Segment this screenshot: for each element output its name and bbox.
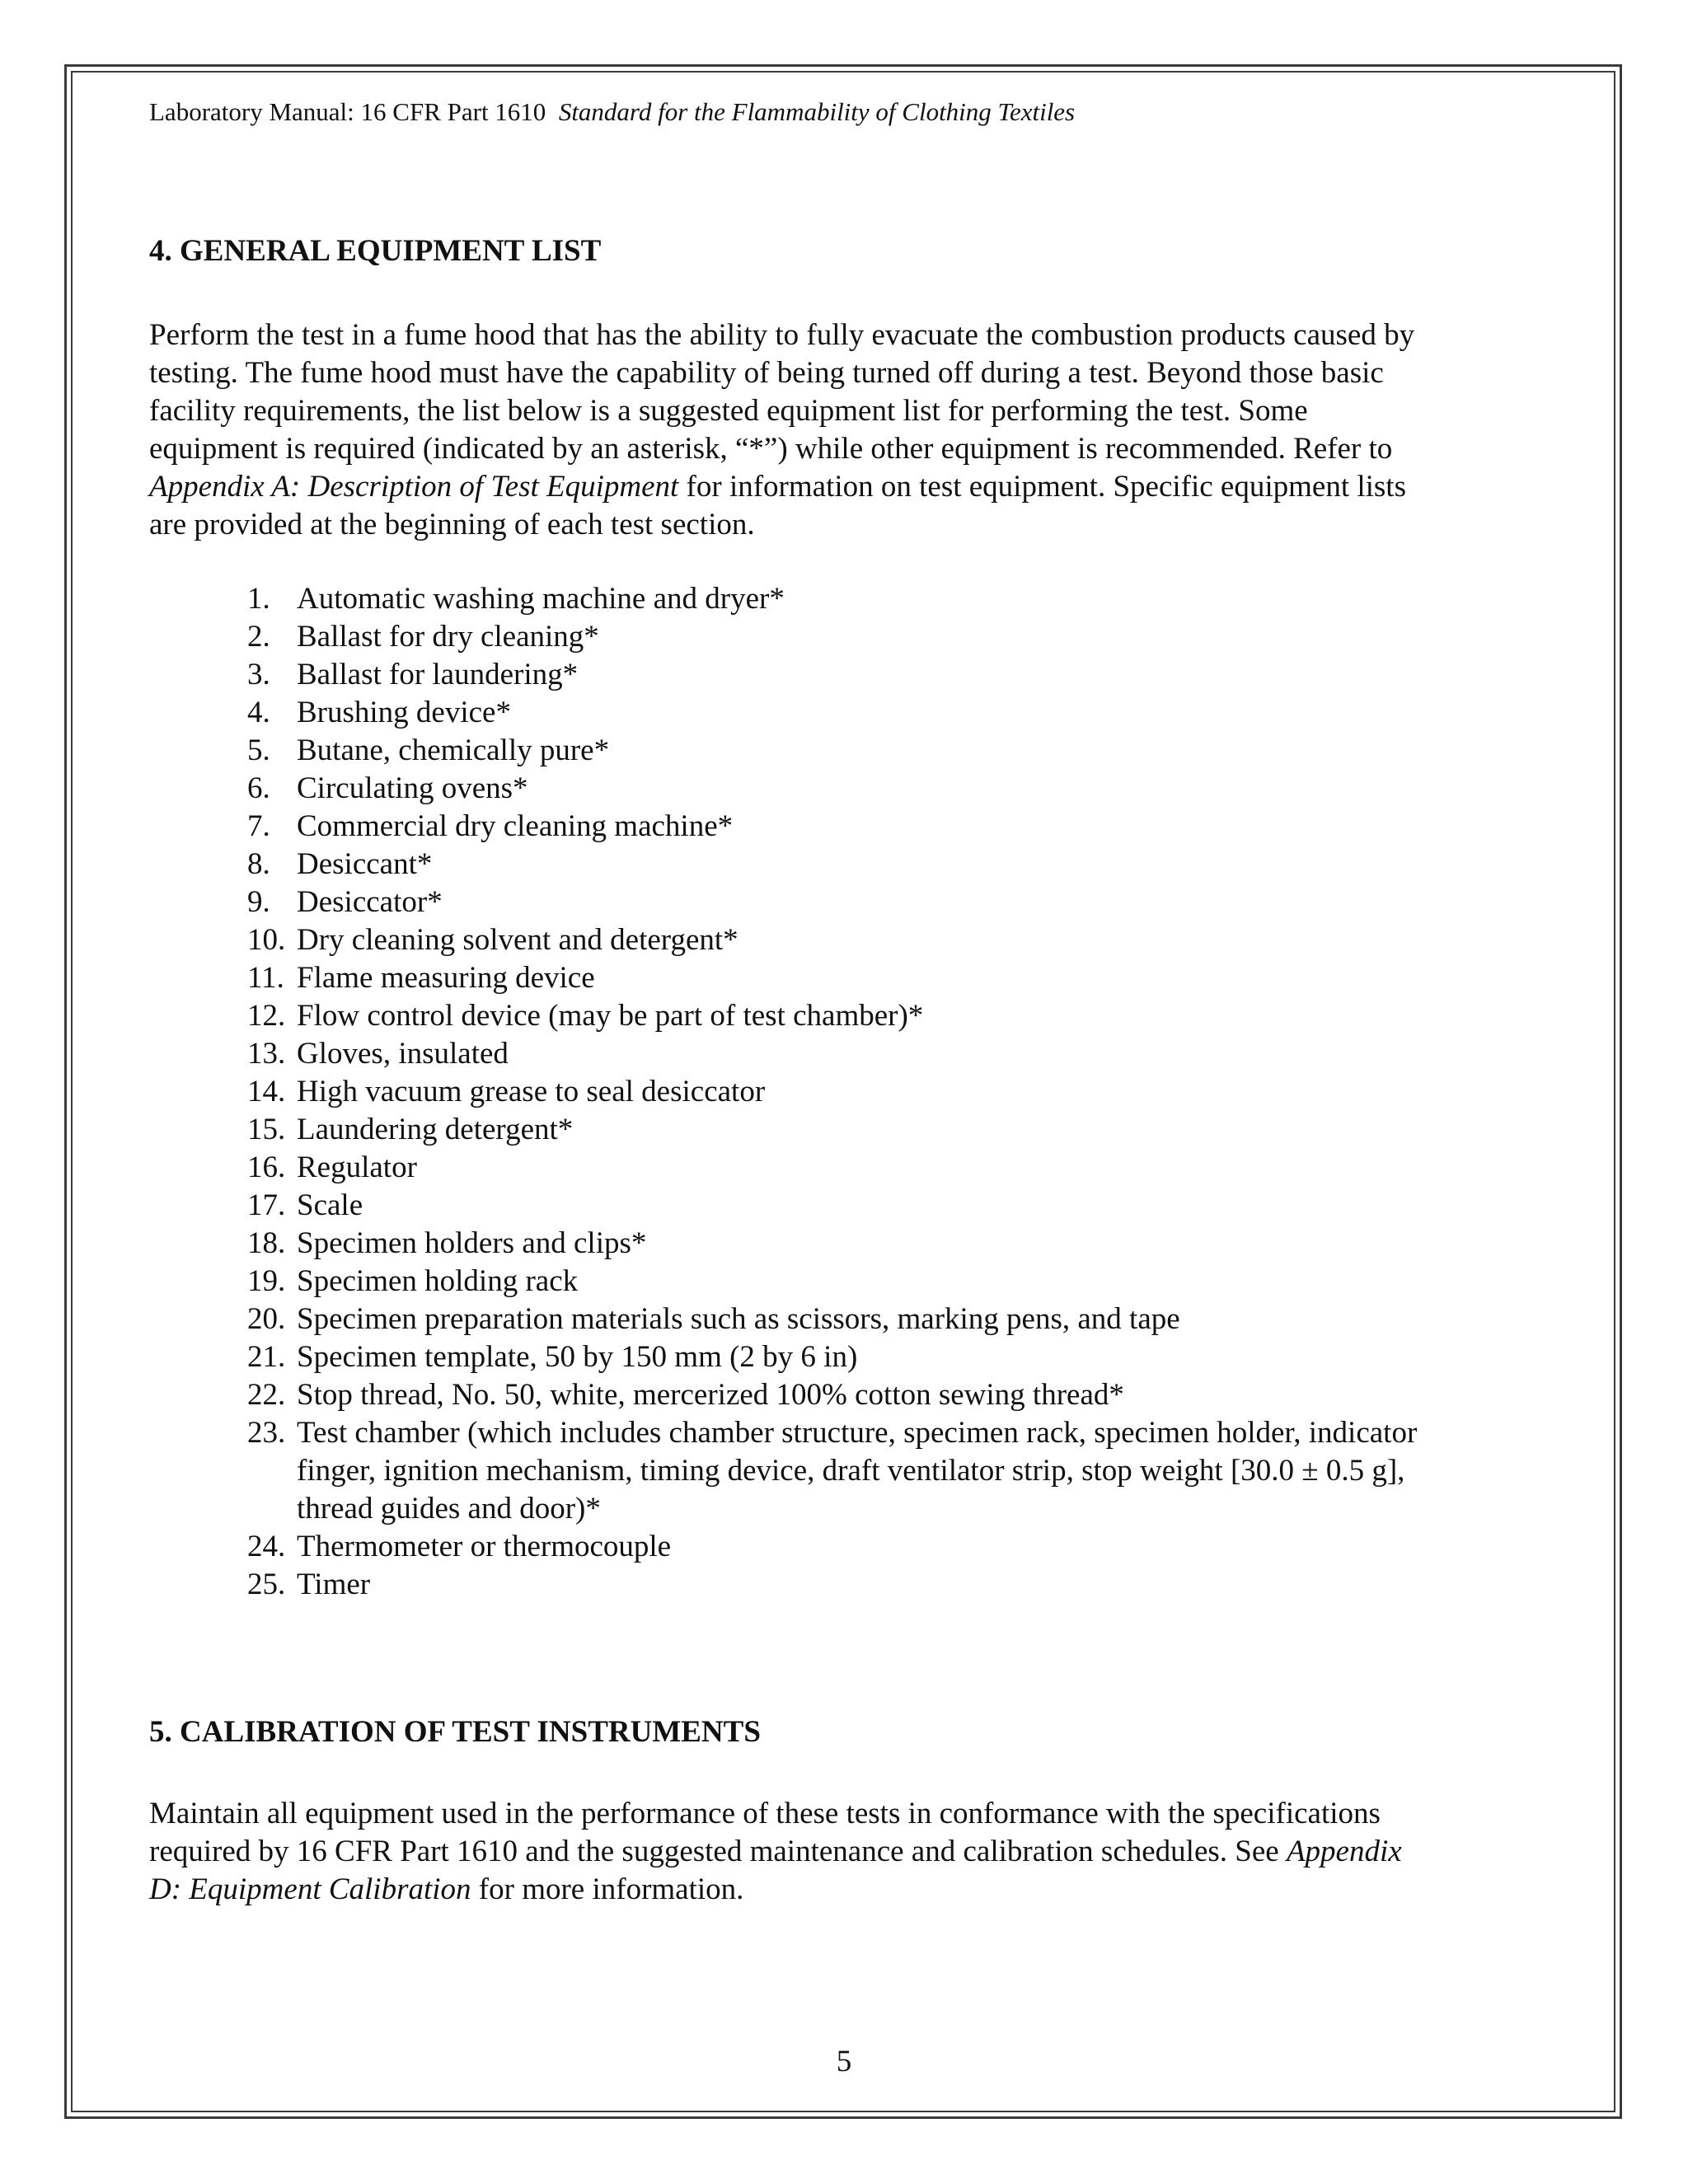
list-item-text: Specimen template, 50 by 150 mm (2 by 6 in)	[297, 1340, 858, 1374]
paragraph-line: facility requirements, the list below is a suggested equipment list for performing the test. Some	[149, 394, 1308, 428]
list-item	[0, 1111, 1688, 1149]
list-item-text: Gloves, insulated	[297, 1037, 509, 1071]
appendix-d-reference: D: Equipment Calibration	[149, 1872, 471, 1906]
list-item-text: Ballast for dry cleaning*	[297, 620, 599, 654]
list-item-text: Desiccator*	[297, 885, 443, 919]
list-item	[0, 808, 1688, 846]
equipment-list	[0, 580, 1688, 1604]
list-item	[0, 1225, 1688, 1263]
list-item-number: 5.	[247, 733, 270, 767]
paragraph-line: Perform the test in a fume hood that has the ability to fully evacuate the combustion products caused by	[149, 318, 1415, 352]
list-item-number: 17.	[247, 1188, 286, 1222]
list-item-text-line: Test chamber (which includes chamber structure, specimen rack, specimen holder, indicator	[297, 1416, 1418, 1450]
list-item-text: High vacuum grease to seal desiccator	[297, 1075, 766, 1108]
list-item	[0, 1376, 1688, 1414]
paragraph-line: Maintain all equipment used in the performance of these tests in conformance with the specifications	[149, 1797, 1381, 1830]
list-item-number: 1.	[247, 582, 270, 616]
paragraph-line	[149, 468, 1542, 506]
list-item-text: Scale	[297, 1188, 363, 1222]
list-item-number: 20.	[247, 1302, 286, 1336]
list-item-text: Laundering detergent*	[297, 1113, 574, 1146]
list-item	[0, 732, 1688, 770]
list-item	[0, 1528, 1688, 1566]
paragraph-line: equipment is required (indicated by an asterisk, “*”) while other equipment is recommended. Refer to	[149, 432, 1393, 466]
list-item-text-line: finger, ignition mechanism, timing device, draft ventilator strip, stop weight [30.0 ± 0.5 g],	[297, 1454, 1405, 1488]
list-item	[0, 883, 1688, 921]
appendix-a-reference: Appendix A: Description of Test Equipment	[149, 470, 679, 504]
list-item-text: Dry cleaning solvent and detergent*	[297, 923, 738, 957]
list-item-number: 9.	[247, 885, 270, 919]
list-item-text: Automatic washing machine and dryer*	[297, 582, 785, 616]
list-item-number: 8.	[247, 847, 270, 881]
list-item	[0, 1035, 1688, 1073]
paragraph-line: testing. The fume hood must have the capability of being turned off during a test. Beyond those basic	[149, 356, 1384, 390]
section-4-paragraph	[149, 316, 1542, 544]
list-item	[0, 1187, 1688, 1225]
list-item-text: Specimen holding rack	[297, 1264, 579, 1298]
list-item-text: Flame measuring device	[297, 961, 595, 995]
paragraph-text: for more information.	[471, 1872, 744, 1906]
list-item-text: Timer	[297, 1568, 371, 1601]
paragraph-text: for information on test equipment. Specific equipment lists	[678, 470, 1406, 504]
list-item-number: 11.	[247, 961, 284, 995]
header-prefix: Laboratory Manual: 16 CFR Part 1610	[149, 97, 546, 126]
list-item	[0, 656, 1688, 694]
list-item-number: 3.	[247, 658, 270, 691]
list-item-text-line: thread guides and door)*	[297, 1492, 601, 1526]
list-item	[0, 921, 1688, 959]
list-item-number: 7.	[247, 809, 270, 843]
paragraph-line	[149, 1871, 1542, 1909]
list-item-number: 18.	[247, 1226, 286, 1260]
section-4-heading: 4. GENERAL EQUIPMENT LIST	[149, 234, 602, 268]
paragraph-line: are provided at the beginning of each test section.	[149, 508, 755, 541]
list-item-number: 15.	[247, 1113, 286, 1146]
list-item-number: 24.	[247, 1530, 286, 1563]
list-item-number: 21.	[247, 1340, 286, 1374]
list-item	[0, 1338, 1688, 1376]
list-item-number: 6.	[247, 771, 270, 805]
appendix-d-reference: Appendix	[1286, 1835, 1402, 1868]
list-item	[0, 846, 1688, 883]
list-item	[0, 1301, 1688, 1338]
list-item	[0, 1414, 1688, 1528]
page-number: 5	[836, 2045, 852, 2079]
list-item	[0, 997, 1688, 1035]
list-item	[0, 580, 1688, 618]
header-title: Standard for the Flammability of Clothing Textiles	[558, 97, 1076, 126]
list-item-number: 19.	[247, 1264, 286, 1298]
paragraph-text: required by 16 CFR Part 1610 and the suggested maintenance and calibration schedules. See	[149, 1835, 1287, 1868]
list-item	[0, 959, 1688, 997]
list-item-text: Flow control device (may be part of test chamber)*	[297, 999, 924, 1033]
list-item	[0, 770, 1688, 808]
list-item-number: 12.	[247, 999, 286, 1033]
list-item-number: 2.	[247, 620, 270, 654]
list-item-text: Specimen holders and clips*	[297, 1226, 647, 1260]
list-item-number: 22.	[247, 1378, 286, 1412]
list-item-number: 14.	[247, 1075, 286, 1108]
list-item-text: Butane, chemically pure*	[297, 733, 610, 767]
list-item	[0, 1149, 1688, 1187]
list-item-text: Thermometer or thermocouple	[297, 1530, 672, 1563]
list-item-text: Stop thread, No. 50, white, mercerized 100% cotton sewing thread*	[297, 1378, 1124, 1412]
list-item	[0, 1263, 1688, 1301]
list-item-text: Circulating ovens*	[297, 771, 528, 805]
list-item-number: 4.	[247, 696, 270, 729]
list-item-number: 13.	[247, 1037, 286, 1071]
list-item	[0, 618, 1688, 656]
list-item-text: Desiccant*	[297, 847, 433, 881]
list-item-text: Commercial dry cleaning machine*	[297, 809, 734, 843]
list-item	[0, 1566, 1688, 1604]
list-item-number: 23.	[247, 1416, 286, 1450]
running-header	[149, 97, 1075, 127]
list-item	[0, 1073, 1688, 1111]
list-item-text: Regulator	[297, 1151, 417, 1184]
list-item-text: Specimen preparation materials such as scissors, marking pens, and tape	[297, 1302, 1180, 1336]
list-item	[0, 694, 1688, 732]
section-5-heading: 5. CALIBRATION OF TEST INSTRUMENTS	[149, 1715, 761, 1749]
list-item-number: 16.	[247, 1151, 286, 1184]
list-item-number: 25.	[247, 1568, 286, 1601]
list-item-number: 10.	[247, 923, 286, 957]
list-item-text	[297, 1414, 1688, 1528]
section-5-paragraph	[149, 1795, 1542, 1909]
list-item-text: Brushing device*	[297, 696, 511, 729]
paragraph-line	[149, 1833, 1542, 1871]
list-item-text: Ballast for laundering*	[297, 658, 579, 691]
